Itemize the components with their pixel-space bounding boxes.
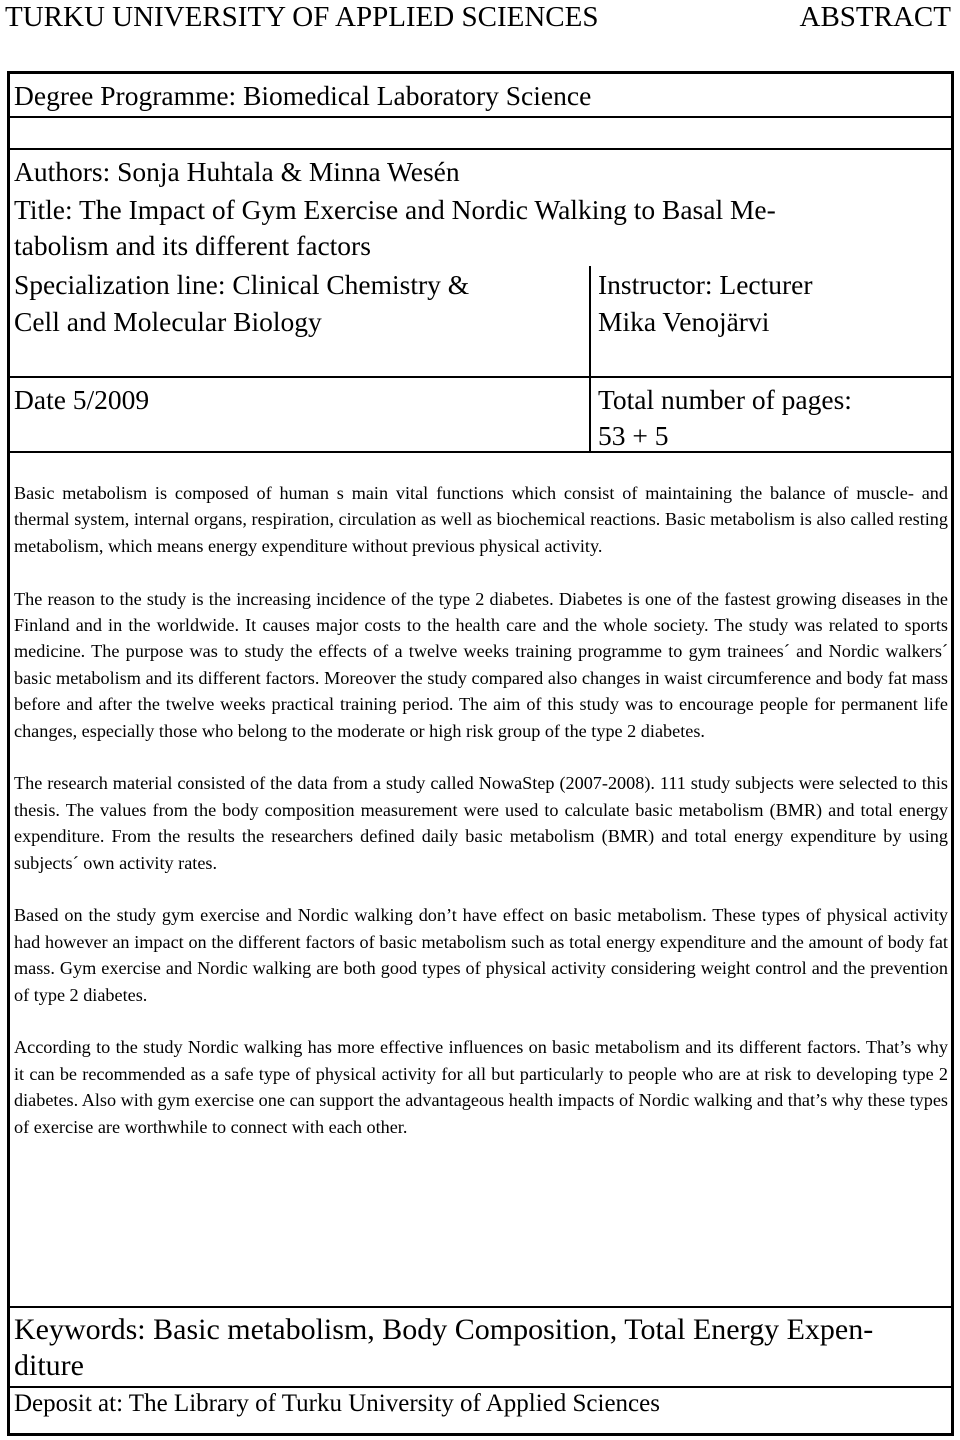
abstract-paragraph: The reason to the study is the increasing incidence of the type 2 diabetes. Diabetes is one of the fastest growing diseases in the Finland and in the worldwide. It causes major costs to the health care and the whole society. The study was related to sports medicine. The purpose was to study the effects of a twelve weeks training programme to gym trainees´ and Nordic walkers´ basic metabolism and its different factors. Moreover the study compared also changes in waist circumference and body fat mass before and after the twelve weeks practical training period. The aim of this study was to encourage people for permanent life changes, especially those who belong to the moderate or high risk group of the type 2 diabetes. (14, 588, 948, 741)
abstract-form-frame (7, 71, 954, 1436)
abstract-paragraph: According to the study Nordic walking has more effective influences on basic metabolism and its different factors. That’s why it can be recommended as a safe type of physical activity for all but particularly to people who are at risk to developing type 2 diabetes. Also with gym exercise one can support the advantageous health impacts of Nordic walking and that’s why these types of exercise are worthwhile to connect with each other. (14, 1037, 948, 1137)
instructor-line-2: Mika Venojärvi (598, 306, 770, 337)
thesis-title-line-2: tabolism and its different factors (14, 230, 371, 261)
keywords-line-1: Keywords: Basic metabolism, Body Composition, Total Energy Expen- (14, 1313, 874, 1346)
abstract-paragraph: The research material consisted of the data from a study called NowaStep (2007-2008). 111 study subjects were selected to this thesis. The values from the body composition measurement were used to calculate basic metabolism (BMR) and total energy expenditure. From the results the researchers defined daily basic metabolism (BMR) and total energy expenditure by using subjects´ own activity rates. (14, 773, 948, 873)
keywords-line-2: diture (14, 1349, 84, 1382)
date: Date 5/2009 (14, 384, 150, 415)
column-divider (589, 266, 591, 452)
divider (10, 451, 951, 453)
total-pages-label: Total number of pages: (598, 384, 852, 415)
divider (10, 148, 951, 150)
abstract-label: ABSTRACT (799, 1, 951, 33)
abstract-paragraph: Basic metabolism is composed of human s main vital functions which consist of maintaining the balance of muscle- and thermal system, internal organs, respiration, circulation as well as biochemical reactions. Basic metabolism is also called resting metabolism, which means energy expenditure without previous physical activity. (14, 483, 948, 556)
total-pages-value: 53 + 5 (598, 420, 669, 451)
divider (10, 376, 951, 378)
abstract-paragraph: Based on the study gym exercise and Nordic walking don’t have effect on basic metabolism. These types of physical activity had however an impact on the different factors of basic metabolism such as total energy expenditure and the amount of body fat mass. Gym exercise and Nordic walking are both good types of physical activity considering weight control and the prevention of type 2 diabetes. (14, 905, 948, 1005)
authors: Authors: Sonja Huhtala & Minna Wesén (14, 156, 460, 187)
instructor-line-1: Instructor: Lecturer (598, 269, 813, 300)
thesis-title-line-1: Title: The Impact of Gym Exercise and Nordic Walking to Basal Me- (14, 194, 776, 225)
specialization-line-2: Cell and Molecular Biology (14, 306, 322, 337)
degree-programme: Degree Programme: Biomedical Laboratory Science (14, 80, 592, 111)
deposit-location: Deposit at: The Library of Turku University of Applied Sciences (14, 1390, 660, 1417)
specialization-line-1: Specialization line: Clinical Chemistry & (14, 269, 470, 300)
document-header (5, 0, 951, 36)
keywords (14, 1312, 948, 1384)
abstract-body (14, 480, 948, 1166)
university-name: TURKU UNIVERSITY OF APPLIED SCIENCES (5, 1, 599, 33)
divider (10, 1306, 951, 1308)
divider (10, 116, 951, 118)
